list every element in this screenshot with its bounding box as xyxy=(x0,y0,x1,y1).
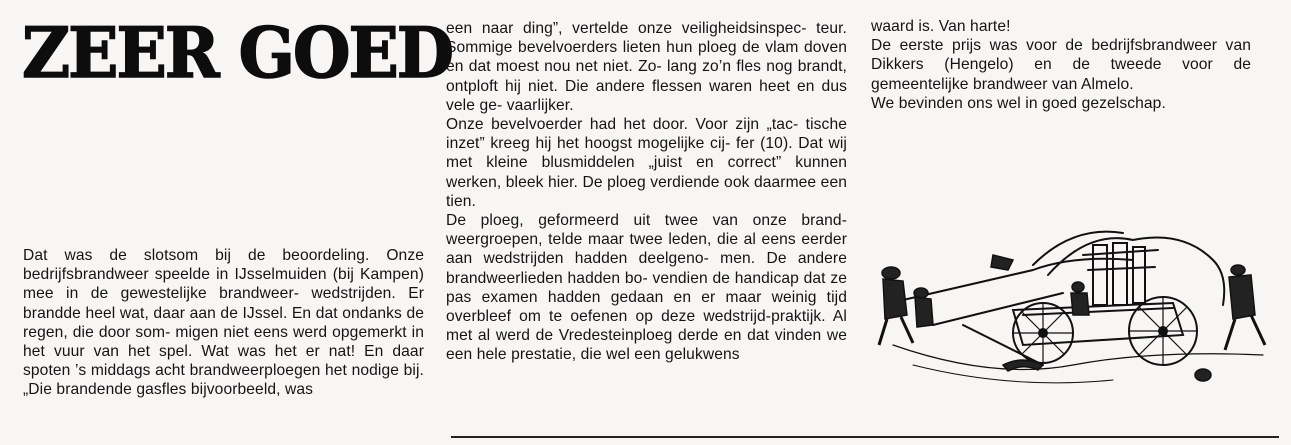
paragraph: De eerste prijs was voor de bedrijfsbrandweer van Dikkers (Hengelo) en de tweede voor de gemeentelijke brandweer van Almelo. xyxy=(871,37,1251,93)
article-column-2 xyxy=(446,19,847,365)
article-column-1 xyxy=(23,246,424,400)
paragraph: De ploeg, geformeerd uit twee van onze brand- weergroepen, telde maar twee leden, die al eens eerder aan wedstrijden hadden deelgeno- men. De andere brandweerlieden hadden bo- vendien de handicap dat ze pas examen hadden gedaan en er maar weinig tijd overbleef om te oefenen op deze wedstrijd-praktijk. Al met al werd de Vredesteinploeg derde en dat vinden we een hele prestatie, die wel een gelukwens xyxy=(446,212,847,364)
paragraph: een naar ding”, vertelde onze veiligheidsinspec- teur. Sommige bevelvoerders lieten hun ploeg de vlam doven en dat moest nou net niet. Zo- lang zo’n fles nog brandt, ontploft hij niet. Die andere flessen waren heet en dus vele ge- vaarlijker. xyxy=(446,20,847,114)
headline: ZEER GOED xyxy=(22,11,453,94)
paragraph: We bevinden ons wel in goed gezelschap. xyxy=(871,94,1166,112)
paragraph: Dat was de slotsom bij de beoordeling. Onze bedrijfsbrandweer speelde in IJsselmuiden (bij Kampen) mee in de gewestelijke brandweer- wedstrijden. Er brandde heel wat, daar aan de IJssel. En dat ondanks de regen, die door som- migen niet eens werd opgemerkt in het vuur van het spel. Wat was het er nat! En daar spoten ’s middags acht brandweerploegen het nodige bij. „Die brandende gasfles bijvoorbeeld, was xyxy=(23,247,424,399)
fire-engine-illustration xyxy=(873,215,1276,410)
article-column-3 xyxy=(871,17,1251,113)
paragraph: Onze bevelvoerder had het door. Voor zijn „tac- tische inzet” kreeg hij het hoogst mogelijke cij- fer (10). Dat wij met kleine blusmiddelen „juist en correct” kunnen werken, bleek hier. De ploeg verdiende ook daarmee een tien. xyxy=(446,116,847,210)
divider-rule xyxy=(451,436,1279,438)
paragraph: waard is. Van harte! xyxy=(871,18,1011,35)
